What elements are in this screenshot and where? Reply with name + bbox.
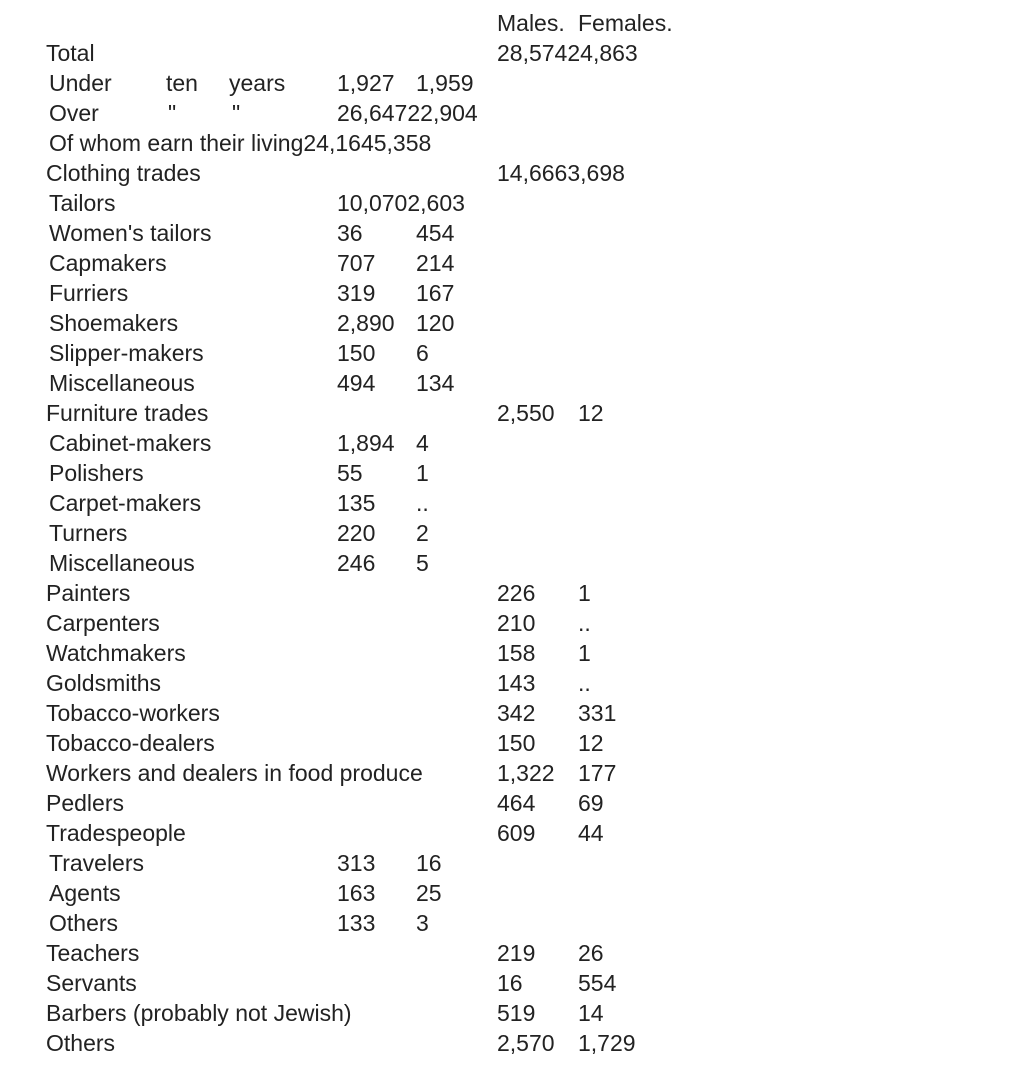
males-value: 1,927: [337, 70, 395, 96]
table-row: [0, 878, 1035, 908]
females-value: ..: [416, 490, 429, 516]
males-value: 519: [497, 1000, 536, 1026]
males-value: 342: [497, 700, 536, 726]
females-value: 26: [578, 940, 604, 966]
row-label: Barbers (probably not Jewish): [46, 1000, 352, 1026]
males-value: 143: [497, 670, 536, 696]
females-value: 2: [416, 520, 429, 546]
table-row: [0, 998, 1035, 1028]
table-row: [0, 698, 1035, 728]
males-value: 150: [497, 730, 536, 756]
females-value: 3,698: [567, 160, 625, 186]
females-value: 14: [578, 1000, 604, 1026]
row-label-word: years: [229, 70, 286, 96]
males-value: 707: [337, 250, 376, 276]
row-label: Of whom earn their living: [49, 130, 304, 156]
table-row: [0, 848, 1035, 878]
females-value: 25: [416, 880, 442, 906]
table-row: [0, 908, 1035, 938]
females-value: 1: [416, 460, 429, 486]
males-value: 55: [337, 460, 363, 486]
males-value: 133: [337, 910, 376, 936]
row-label: Polishers: [49, 460, 144, 486]
table-row: [0, 638, 1035, 668]
row-label: Under: [49, 70, 112, 96]
row-label: Servants: [46, 970, 137, 996]
females-value: 3: [416, 910, 429, 936]
males-value: 319: [337, 280, 376, 306]
females-value: 22,904: [407, 100, 478, 126]
females-value: 214: [416, 250, 455, 276]
males-value: 16: [497, 970, 523, 996]
table-row: [0, 98, 1035, 128]
males-value: 163: [337, 880, 376, 906]
males-value: 226: [497, 580, 536, 606]
row-label: Goldsmiths: [46, 670, 162, 696]
row-label: Slipper-makers: [49, 340, 204, 366]
females-value: 1,729: [578, 1030, 636, 1056]
header-females: Females.: [578, 10, 673, 36]
row-label: Travelers: [49, 850, 144, 876]
row-label: Carpet-makers: [49, 490, 202, 516]
table-row: [0, 968, 1035, 998]
table-row: [0, 788, 1035, 818]
row-label: Pedlers: [46, 790, 124, 816]
table-row: [0, 458, 1035, 488]
males-value: 14,666: [497, 160, 568, 186]
table-row: [0, 548, 1035, 578]
row-label: Workers and dealers in food produce: [46, 760, 423, 786]
females-value: 134: [416, 370, 455, 396]
males-value: 609: [497, 820, 536, 846]
table-row: [0, 338, 1035, 368]
table-row: [0, 728, 1035, 758]
table-row: [0, 818, 1035, 848]
males-value: 135: [337, 490, 376, 516]
row-label: Over: [49, 100, 99, 126]
row-label: Others: [46, 1030, 116, 1056]
row-label: Carpenters: [46, 610, 160, 636]
females-value: 454: [416, 220, 455, 246]
table-row: [0, 278, 1035, 308]
females-value: 12: [578, 730, 604, 756]
row-label: Miscellaneous: [49, 550, 195, 576]
cut-off-paragraph-line: [46, 1054, 1035, 1084]
table-row: [0, 248, 1035, 278]
table-row: [0, 938, 1035, 968]
table-row: [0, 368, 1035, 398]
males-value: 2,890: [337, 310, 395, 336]
row-label: Women's tailors: [49, 220, 212, 246]
females-value: 120: [416, 310, 455, 336]
females-value: 2,603: [407, 190, 465, 216]
males-value: 313: [337, 850, 376, 876]
table-row: [0, 608, 1035, 638]
females-value: 16: [416, 850, 442, 876]
row-label: Capmakers: [49, 250, 167, 276]
row-label: Furniture trades: [46, 400, 209, 426]
row-label: Cabinet-makers: [49, 430, 212, 456]
header-males: Males.: [497, 10, 565, 36]
row-label-word: ten: [166, 70, 198, 96]
males-value: 494: [337, 370, 376, 396]
row-label: Tradespeople: [46, 820, 186, 846]
females-value: 69: [578, 790, 604, 816]
females-value: 1: [578, 640, 591, 666]
table-row: [0, 518, 1035, 548]
females-value: 4: [416, 430, 429, 456]
table-row: [0, 428, 1035, 458]
females-value: 5,358: [373, 130, 432, 156]
table-row: [0, 398, 1035, 428]
females-value: 1,959: [416, 70, 474, 96]
females-value: 6: [416, 340, 429, 366]
males-value: 28,574: [497, 40, 568, 66]
row-label-word: ": [168, 100, 177, 126]
females-value: 44: [578, 820, 604, 846]
males-value: 1,894: [337, 430, 395, 456]
row-label: Painters: [46, 580, 131, 606]
table-row: [0, 488, 1035, 518]
row-label: Watchmakers: [46, 640, 186, 666]
males-value: 36: [337, 220, 363, 246]
males-value: 246: [337, 550, 376, 576]
females-value: 177: [578, 760, 617, 786]
males-value: 2,550: [497, 400, 555, 426]
row-label: Furriers: [49, 280, 129, 306]
row-label: Teachers: [46, 940, 140, 966]
row-label: Agents: [49, 880, 121, 906]
males-value: 150: [337, 340, 376, 366]
table-row: [0, 668, 1035, 698]
males-value: 24,164: [303, 130, 374, 156]
table-row: [0, 308, 1035, 338]
row-label: Total: [46, 40, 95, 66]
males-value: 219: [497, 940, 536, 966]
row-label: Tailors: [49, 190, 116, 216]
table-row: [0, 158, 1035, 188]
row-label: Miscellaneous: [49, 370, 195, 396]
females-value: 167: [416, 280, 455, 306]
males-value: 1,322: [497, 760, 555, 786]
males-value: 26,647: [337, 100, 408, 126]
males-value: 210: [497, 610, 536, 636]
row-label: Others: [49, 910, 119, 936]
females-value: 5: [416, 550, 429, 576]
females-value: ..: [578, 610, 591, 636]
females-value: 12: [578, 400, 604, 426]
females-value: 1: [578, 580, 591, 606]
row-label-word: ": [232, 100, 241, 126]
table-row: [0, 128, 1035, 158]
females-value: 554: [578, 970, 617, 996]
table-row: [0, 758, 1035, 788]
row-label: Tobacco-dealers: [46, 730, 215, 756]
males-value: 10,070: [337, 190, 408, 216]
females-value: 24,863: [567, 40, 638, 66]
row-label: Clothing trades: [46, 160, 201, 186]
females-value: ..: [578, 670, 591, 696]
table-row: [0, 188, 1035, 218]
row-label: Tobacco-workers: [46, 700, 220, 726]
males-value: 158: [497, 640, 536, 666]
males-value: 220: [337, 520, 376, 546]
females-value: 331: [578, 700, 617, 726]
table-row: [0, 68, 1035, 98]
males-value: 2,570: [497, 1030, 555, 1056]
row-label: Turners: [49, 520, 128, 546]
table-row: [0, 218, 1035, 248]
row-label: Shoemakers: [49, 310, 179, 336]
table-row: [0, 578, 1035, 608]
table-row: [0, 38, 1035, 68]
males-value: 464: [497, 790, 536, 816]
